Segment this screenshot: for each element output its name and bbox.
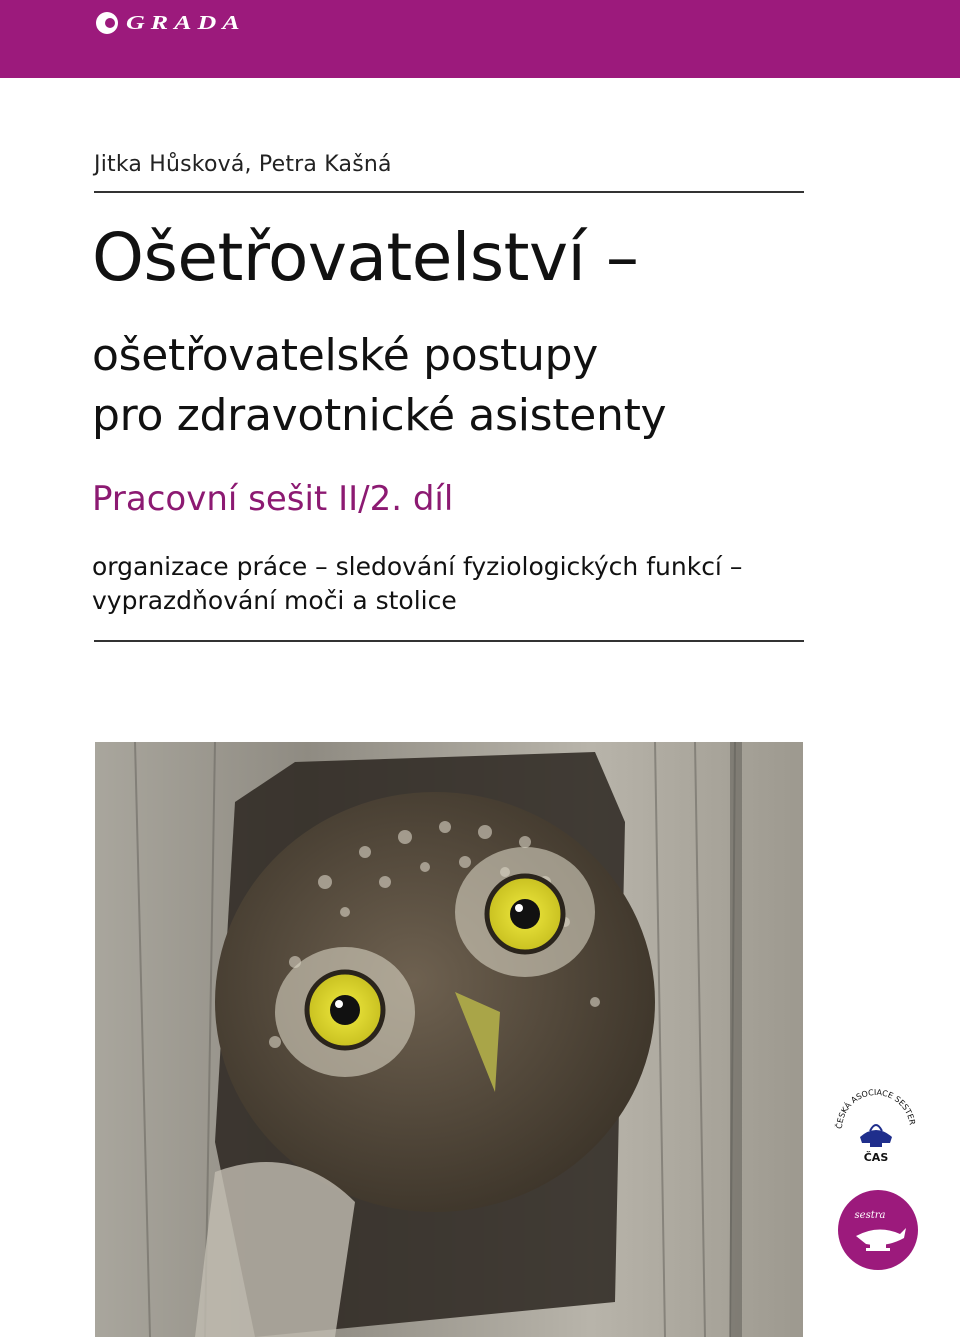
workbook-label: Pracovní sešit II/2. díl <box>92 479 454 519</box>
book-topics <box>92 550 852 618</box>
owl-illustration <box>95 742 803 1337</box>
divider-top <box>94 191 804 193</box>
sestra-lamp-icon <box>836 1188 920 1272</box>
divider-bottom <box>94 640 804 642</box>
book-authors: Jitka Hůsková, Petra Kašná <box>94 152 392 177</box>
grada-logo-icon <box>96 12 118 34</box>
publisher-logo <box>96 10 246 36</box>
topics-line-1: organizace práce – sledování fyziologických funkcí – <box>92 552 743 581</box>
book-subtitle <box>92 326 892 446</box>
seal-text: ČESKÁ ASOCIACE SESTER <box>834 1087 917 1130</box>
subtitle-line-2: pro zdravotnické asistenty <box>92 390 667 441</box>
sestra-label: sestra <box>854 1210 886 1221</box>
subtitle-line-1: ošetřovatelské postupy <box>92 330 598 381</box>
publisher-name: GRADA <box>126 11 246 34</box>
cas-seal-icon <box>830 1085 922 1167</box>
topics-line-2: vyprazdňování moči a stolice <box>92 586 457 615</box>
book-title: Ošetřovatelství – <box>92 219 639 296</box>
publisher-header <box>0 0 960 78</box>
seal-abbr: ČAS <box>863 1151 889 1164</box>
owl-photo <box>95 742 803 1337</box>
